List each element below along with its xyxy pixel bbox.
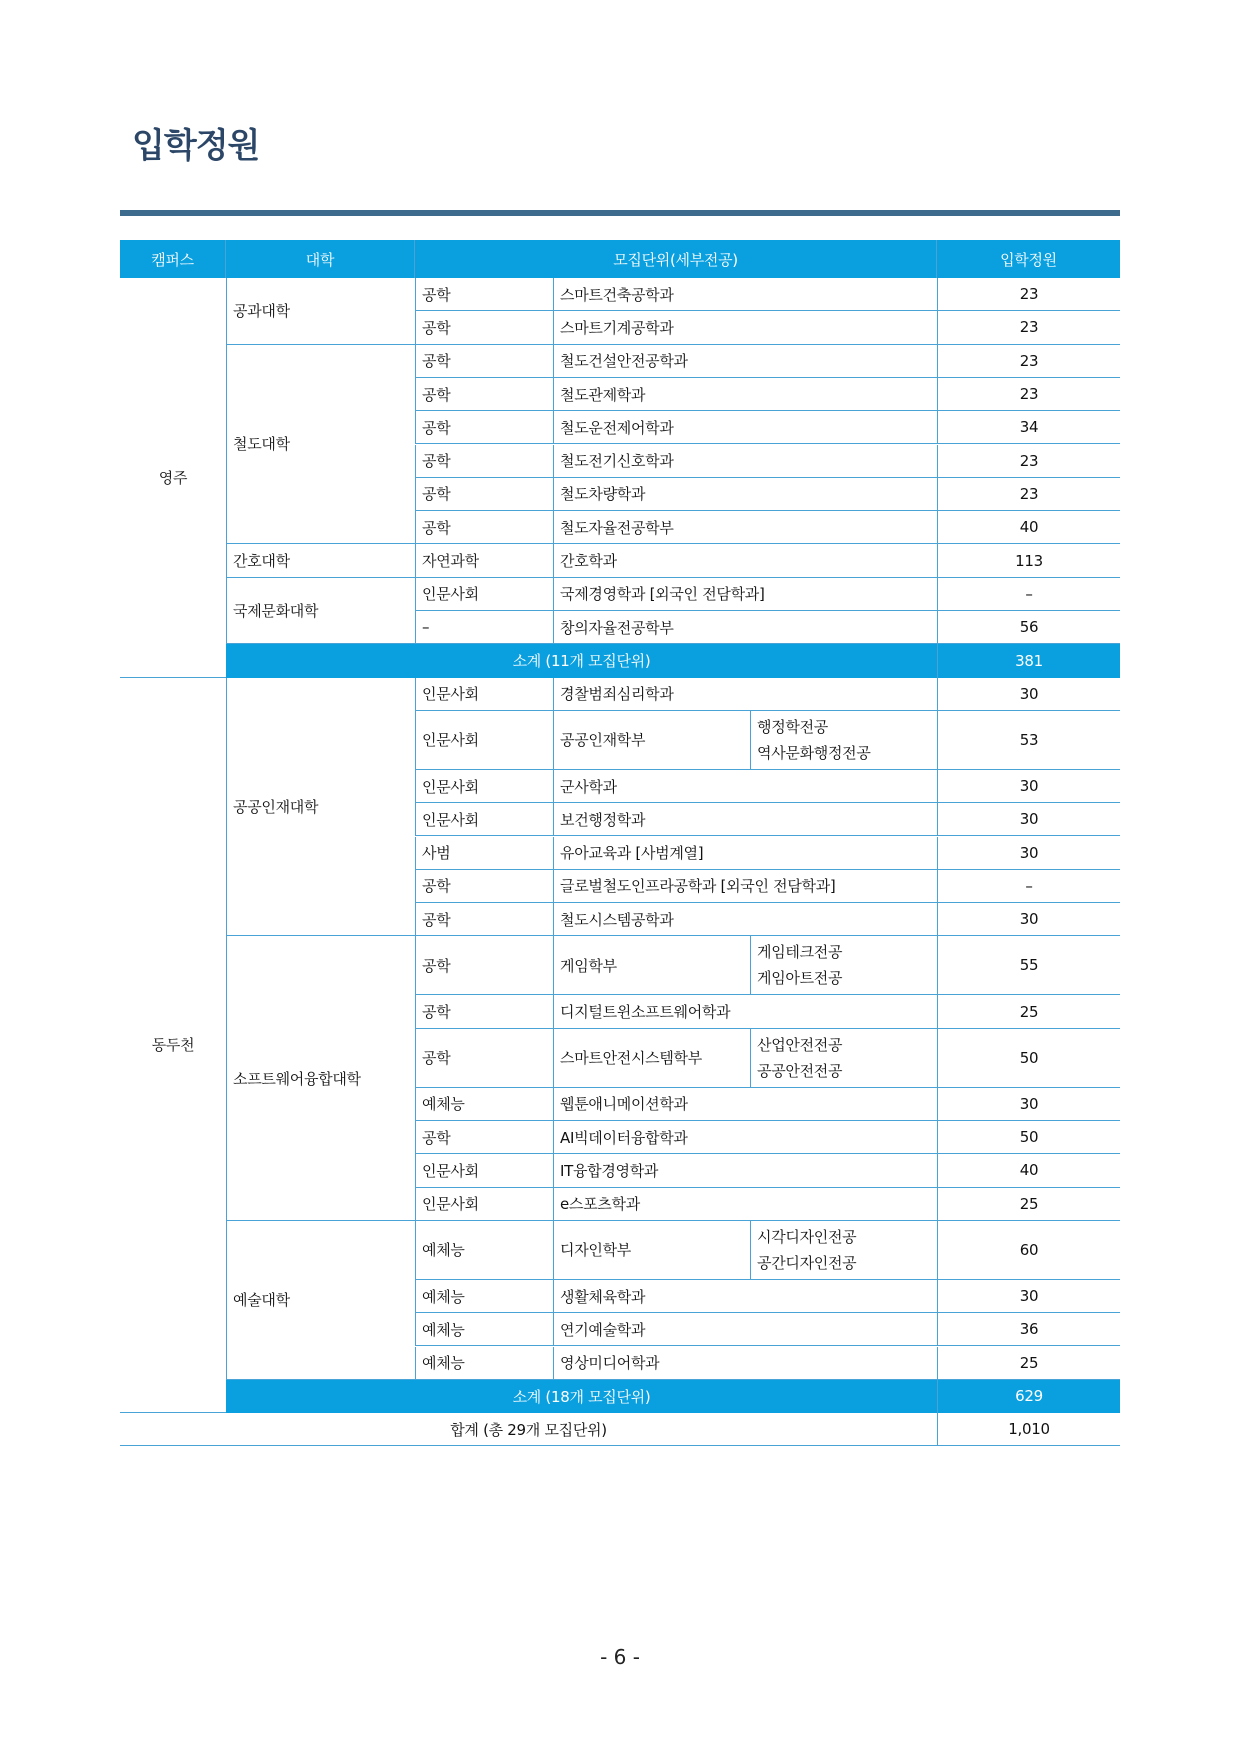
cell-field: 인문사회: [415, 1154, 553, 1187]
cell-department: 경찰범죄심리학과: [553, 678, 937, 711]
header-quota: 입학정원: [937, 240, 1120, 278]
cell-department: 디자인학부: [553, 1221, 750, 1280]
cell-department: 스마트안전시스템학부: [553, 1029, 750, 1088]
cell-department: 생활체육학과: [553, 1280, 937, 1313]
cell-department: 글로벌철도인프라공학과 [외국인 전담학과]: [553, 870, 937, 903]
cell-quota: 50: [937, 1121, 1120, 1154]
cell-college: 철도대학: [226, 345, 415, 545]
cell-sub-majors: [750, 711, 937, 770]
cell-department: 게임학부: [553, 936, 750, 995]
header-college: 대학: [226, 240, 415, 278]
cell-quota: 36: [937, 1313, 1120, 1346]
sub-major: 산업안전전공: [757, 1035, 843, 1054]
cell-campus: 영주: [120, 278, 226, 678]
heavy-rule-divider: [120, 210, 1120, 216]
cell-field: 자연과학: [415, 544, 553, 577]
cell-campus: 동두천: [120, 678, 226, 1414]
cell-department: 스마트기계공학과: [553, 311, 937, 344]
sub-major: 역사문화행정전공: [757, 743, 871, 762]
cell-field: 공학: [415, 1029, 553, 1088]
cell-quota: 40: [937, 1154, 1120, 1187]
cell-quota: 30: [937, 678, 1120, 711]
cell-department: 철도건설안전공학과: [553, 345, 937, 378]
cell-department: 국제경영학과 [외국인 전담학과]: [553, 578, 937, 611]
cell-field: 예체능: [415, 1313, 553, 1346]
cell-quota: 25: [937, 1188, 1120, 1221]
cell-field: 인문사회: [415, 678, 553, 711]
cell-quota: 50: [937, 1029, 1120, 1088]
cell-department: 연기예술학과: [553, 1313, 937, 1346]
cell-quota: 23: [937, 345, 1120, 378]
total-quota: 1,010: [937, 1413, 1120, 1446]
page-number: - 6 -: [600, 1645, 640, 1669]
cell-quota: 34: [937, 411, 1120, 444]
cell-quota: 56: [937, 611, 1120, 644]
cell-department: IT융합경영학과: [553, 1154, 937, 1187]
cell-quota: 23: [937, 311, 1120, 344]
cell-quota: 23: [937, 378, 1120, 411]
cell-field: 인문사회: [415, 711, 553, 770]
total-label: 합계 (총 29개 모집단위): [120, 1413, 937, 1446]
cell-department: AI빅데이터융합학과: [553, 1121, 937, 1154]
cell-field: 공학: [415, 1121, 553, 1154]
admission-quota-table: [120, 240, 1120, 1446]
cell-department: 철도자율전공학부: [553, 511, 937, 544]
sub-major: 행정학전공: [757, 717, 828, 736]
cell-field: 공학: [415, 903, 553, 936]
cell-department: 영상미디어학과: [553, 1347, 937, 1380]
cell-sub-majors: [750, 1029, 937, 1088]
sub-major: 공간디자인전공: [757, 1253, 857, 1272]
cell-quota: 23: [937, 445, 1120, 478]
cell-quota: 30: [937, 1088, 1120, 1121]
cell-college: 소프트웨어융합대학: [226, 936, 415, 1221]
cell-field: 예체능: [415, 1221, 553, 1280]
cell-department: 보건행정학과: [553, 803, 937, 836]
cell-department: 창의자율전공학부: [553, 611, 937, 644]
cell-department: 스마트건축공학과: [553, 278, 937, 311]
cell-college: 공공인재대학: [226, 678, 415, 937]
cell-quota: 40: [937, 511, 1120, 544]
cell-department: 철도전기신호학과: [553, 445, 937, 478]
subtotal-label: 소계 (18개 모집단위): [226, 1380, 937, 1413]
cell-field: 인문사회: [415, 578, 553, 611]
cell-field: 공학: [415, 995, 553, 1028]
cell-quota: –: [937, 870, 1120, 903]
cell-field: 공학: [415, 478, 553, 511]
cell-field: 공학: [415, 311, 553, 344]
cell-quota: 30: [937, 803, 1120, 836]
cell-quota: 23: [937, 478, 1120, 511]
cell-quota: 30: [937, 837, 1120, 870]
cell-quota: 113: [937, 544, 1120, 577]
cell-field: 공학: [415, 378, 553, 411]
header-unit: 모집단위(세부전공): [415, 240, 937, 278]
cell-field: 공학: [415, 345, 553, 378]
cell-field: 예체능: [415, 1088, 553, 1121]
cell-department: e스포츠학과: [553, 1188, 937, 1221]
cell-department: 유아교육과 [사범계열]: [553, 837, 937, 870]
header-campus: 캠퍼스: [120, 240, 226, 278]
cell-field: 공학: [415, 278, 553, 311]
cell-department: 철도관제학과: [553, 378, 937, 411]
cell-sub-majors: [750, 1221, 937, 1280]
sub-major: 게임테크전공: [757, 943, 843, 962]
cell-college: 간호대학: [226, 544, 415, 577]
cell-quota: 55: [937, 936, 1120, 995]
subtotal-quota: 381: [937, 644, 1120, 677]
cell-field: 인문사회: [415, 770, 553, 803]
cell-field: 공학: [415, 445, 553, 478]
cell-field: –: [415, 611, 553, 644]
cell-sub-majors: [750, 936, 937, 995]
cell-field: 예체능: [415, 1280, 553, 1313]
cell-quota: 30: [937, 1280, 1120, 1313]
cell-department: 군사학과: [553, 770, 937, 803]
sub-major: 시각디자인전공: [757, 1227, 857, 1246]
cell-field: 공학: [415, 936, 553, 995]
cell-department: 간호학과: [553, 544, 937, 577]
cell-quota: 60: [937, 1221, 1120, 1280]
sub-major: 게임아트전공: [757, 969, 843, 988]
subtotal-label: 소계 (11개 모집단위): [226, 644, 937, 677]
cell-quota: 23: [937, 278, 1120, 311]
cell-college: 예술대학: [226, 1221, 415, 1380]
cell-field: 공학: [415, 511, 553, 544]
cell-field: 예체능: [415, 1347, 553, 1380]
cell-field: 인문사회: [415, 1188, 553, 1221]
subtotal-quota: 629: [937, 1380, 1120, 1413]
cell-quota: 25: [937, 995, 1120, 1028]
cell-field: 인문사회: [415, 803, 553, 836]
cell-field: 공학: [415, 411, 553, 444]
cell-quota: 30: [937, 770, 1120, 803]
page-title: 입학정원: [132, 126, 260, 166]
cell-quota: 25: [937, 1347, 1120, 1380]
cell-field: 공학: [415, 870, 553, 903]
cell-department: 디지털트윈소프트웨어학과: [553, 995, 937, 1028]
cell-quota: 30: [937, 903, 1120, 936]
cell-college: 공과대학: [226, 278, 415, 345]
cell-college: 국제문화대학: [226, 578, 415, 645]
cell-department: 철도운전제어학과: [553, 411, 937, 444]
cell-department: 철도차량학과: [553, 478, 937, 511]
cell-department: 철도시스템공학과: [553, 903, 937, 936]
sub-major: 공공안전전공: [757, 1061, 843, 1080]
cell-quota: 53: [937, 711, 1120, 770]
cell-department: 공공인재학부: [553, 711, 750, 770]
cell-field: 사범: [415, 837, 553, 870]
cell-department: 웹툰애니메이션학과: [553, 1088, 937, 1121]
cell-quota: –: [937, 578, 1120, 611]
